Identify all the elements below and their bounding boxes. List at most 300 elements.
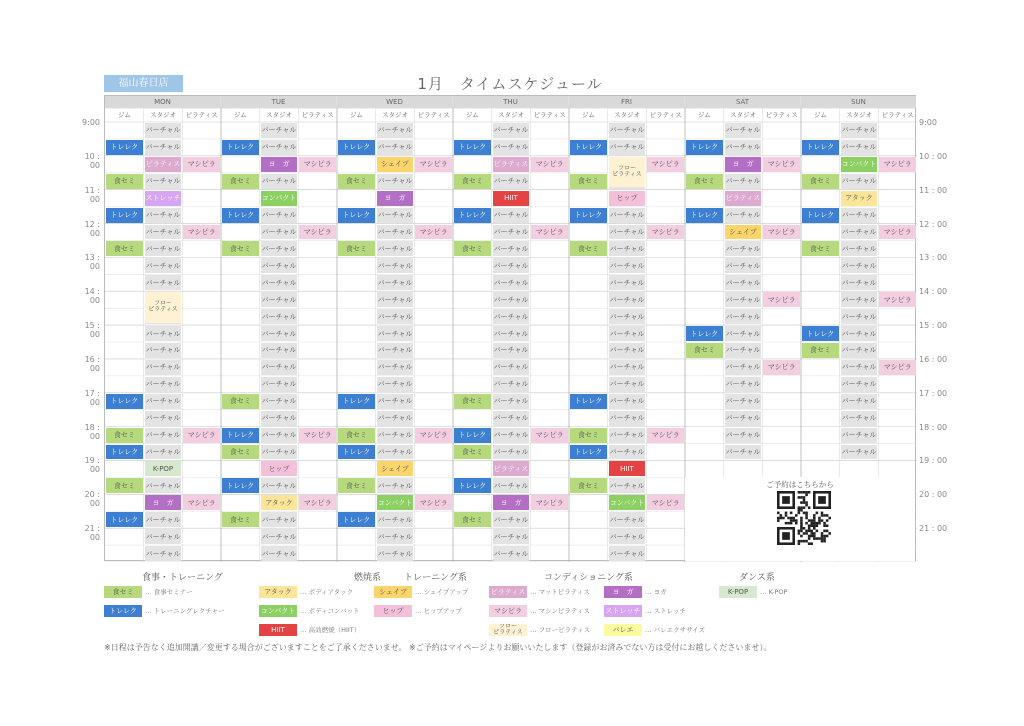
time-label: 19 : 00: [919, 456, 948, 466]
class-meal[interactable]: 食セミ: [686, 174, 723, 189]
class-training[interactable]: トレレク: [802, 326, 839, 341]
class-virtual[interactable]: バーチャル: [841, 326, 878, 341]
class-machine[interactable]: マシピラ: [299, 225, 336, 240]
class-virtual[interactable]: バーチャル: [377, 123, 414, 138]
class-virtual[interactable]: バーチャル: [377, 140, 414, 155]
column-header: スタジオ: [613, 111, 640, 119]
column-header: スタジオ: [265, 111, 292, 119]
class-virtual[interactable]: バーチャル: [493, 360, 530, 375]
class-virtual[interactable]: バーチャル: [261, 225, 298, 240]
class-meal[interactable]: 食セミ: [106, 428, 143, 443]
class-virtual[interactable]: バーチャル: [145, 326, 182, 341]
class-virtual[interactable]: バーチャル: [261, 208, 298, 223]
legend-swatch-attack: アタック: [259, 586, 297, 598]
class-training[interactable]: トレレク: [338, 140, 375, 155]
class-virtual[interactable]: バーチャル: [261, 445, 298, 460]
legend-swatch-shape: シェイプ: [374, 586, 412, 598]
class-training[interactable]: トレレク: [338, 394, 375, 409]
class-virtual[interactable]: バーチャル: [841, 309, 878, 324]
class-machine[interactable]: マシピラ: [879, 292, 916, 307]
class-meal[interactable]: 食セミ: [454, 445, 491, 460]
class-virtual[interactable]: バーチャル: [493, 377, 530, 392]
class-machine[interactable]: マシピラ: [531, 495, 568, 510]
time-label: 14 : 00: [919, 287, 948, 297]
legend-swatch-training: トレレク: [104, 605, 142, 617]
class-virtual[interactable]: バーチャル: [261, 258, 298, 273]
class-virtual[interactable]: バーチャル: [145, 225, 182, 240]
class-training[interactable]: トレレク: [570, 394, 607, 409]
class-virtual[interactable]: バーチャル: [725, 123, 762, 138]
class-virtual[interactable]: バーチャル: [609, 377, 646, 392]
class-meal[interactable]: 食セミ: [222, 394, 259, 409]
class-virtual[interactable]: バーチャル: [377, 512, 414, 527]
class-training[interactable]: トレレク: [338, 512, 375, 527]
class-virtual[interactable]: バーチャル: [145, 360, 182, 375]
class-virtual[interactable]: バーチャル: [841, 360, 878, 375]
class-training[interactable]: トレレク: [454, 140, 491, 155]
class-virtual[interactable]: バーチャル: [609, 140, 646, 155]
time-label: 21 : 00: [919, 524, 948, 534]
class-shape[interactable]: シェイプ: [377, 157, 414, 172]
legend-description: … 食事セミナー: [145, 588, 193, 596]
class-virtual[interactable]: バーチャル: [145, 428, 182, 443]
class-virtual[interactable]: バーチャル: [145, 478, 182, 493]
class-virtual[interactable]: バーチャル: [493, 275, 530, 290]
legend-description: … ストレッチ: [645, 607, 687, 615]
class-virtual[interactable]: バーチャル: [841, 377, 878, 392]
class-virtual[interactable]: バーチャル: [377, 225, 414, 240]
column-header: ジム: [813, 111, 827, 119]
class-virtual[interactable]: バーチャル: [609, 292, 646, 307]
class-virtual[interactable]: バーチャル: [493, 225, 530, 240]
class-hiit[interactable]: HIIT: [609, 461, 646, 476]
class-machine[interactable]: マシピラ: [879, 157, 916, 172]
class-training[interactable]: トレレク: [570, 140, 607, 155]
class-virtual[interactable]: バーチャル: [145, 174, 182, 189]
class-machine[interactable]: マシピラ: [299, 495, 336, 510]
class-shape[interactable]: シェイプ: [377, 461, 414, 476]
class-virtual[interactable]: バーチャル: [841, 225, 878, 240]
class-training[interactable]: トレレク: [570, 208, 607, 223]
class-virtual[interactable]: バーチャル: [493, 546, 530, 561]
class-virtual[interactable]: バーチャル: [261, 411, 298, 426]
legend-description: … シェイプアップ: [415, 588, 469, 596]
class-virtual[interactable]: バーチャル: [145, 258, 182, 273]
class-virtual[interactable]: バーチャル: [609, 275, 646, 290]
class-training[interactable]: トレレク: [686, 326, 723, 341]
class-virtual[interactable]: バーチャル: [609, 411, 646, 426]
time-label: 18 : 00: [919, 422, 948, 432]
class-meal[interactable]: 食セミ: [338, 478, 375, 493]
class-virtual[interactable]: バーチャル: [377, 292, 414, 307]
time-label: 16 : 00: [919, 354, 948, 364]
class-label-line2: ピラティス: [148, 306, 178, 314]
class-hip[interactable]: ヒップ: [609, 191, 646, 206]
class-virtual[interactable]: バーチャル: [377, 428, 414, 443]
class-virtual[interactable]: バーチャル: [377, 258, 414, 273]
class-hip[interactable]: ヒップ: [261, 461, 298, 476]
class-virtual[interactable]: バーチャル: [609, 343, 646, 358]
class-virtual[interactable]: バーチャル: [493, 326, 530, 341]
time-label: 13 : 00: [84, 253, 100, 272]
class-virtual[interactable]: バーチャル: [145, 275, 182, 290]
column-header: スタジオ: [729, 111, 756, 119]
class-virtual[interactable]: バーチャル: [493, 140, 530, 155]
class-virtual[interactable]: バーチャル: [493, 512, 530, 527]
class-meal[interactable]: 食セミ: [222, 241, 259, 256]
class-machine[interactable]: マシピラ: [299, 157, 336, 172]
class-machine[interactable]: マシピラ: [879, 225, 916, 240]
class-training[interactable]: トレレク: [106, 394, 143, 409]
class-virtual[interactable]: バーチャル: [377, 529, 414, 544]
class-virtual[interactable]: バーチャル: [261, 478, 298, 493]
class-training[interactable]: トレレク: [106, 445, 143, 460]
class-virtual[interactable]: バーチャル: [377, 275, 414, 290]
class-yoga[interactable]: ヨ ガ: [725, 157, 762, 172]
class-hiit[interactable]: HIIT: [493, 191, 530, 206]
class-virtual[interactable]: バーチャル: [377, 394, 414, 409]
class-training[interactable]: トレレク: [106, 140, 143, 155]
class-yoga[interactable]: ヨ ガ: [145, 495, 182, 510]
class-virtual[interactable]: バーチャル: [145, 512, 182, 527]
class-virtual[interactable]: バーチャル: [841, 208, 878, 223]
class-attack[interactable]: アタック: [261, 495, 298, 510]
class-virtual[interactable]: バーチャル: [609, 529, 646, 544]
class-meal[interactable]: 食セミ: [222, 174, 259, 189]
class-virtual[interactable]: バーチャル: [261, 241, 298, 256]
class-meal[interactable]: 食セミ: [338, 428, 375, 443]
class-training[interactable]: トレレク: [454, 428, 491, 443]
class-virtual[interactable]: バーチャル: [841, 123, 878, 138]
legend-description: … フローピラティス: [530, 626, 591, 634]
legend-swatch-pilates: ピラティス: [490, 588, 526, 596]
class-flow[interactable]: [609, 157, 646, 187]
class-machine[interactable]: マシピラ: [183, 157, 220, 172]
class-compact[interactable]: コンパクト: [841, 157, 878, 172]
class-virtual[interactable]: バーチャル: [377, 360, 414, 375]
class-virtual[interactable]: バーチャル: [145, 529, 182, 544]
class-virtual[interactable]: バーチャル: [493, 174, 530, 189]
class-training[interactable]: トレレク: [686, 140, 723, 155]
class-virtual[interactable]: バーチャル: [493, 411, 530, 426]
class-compact[interactable]: コンパクト: [609, 495, 646, 510]
class-meal[interactable]: 食セミ: [802, 343, 839, 358]
class-virtual[interactable]: バーチャル: [841, 292, 878, 307]
class-machine[interactable]: マシピラ: [183, 495, 220, 510]
class-virtual[interactable]: バーチャル: [725, 377, 762, 392]
class-virtual[interactable]: バーチャル: [725, 140, 762, 155]
class-virtual[interactable]: バーチャル: [377, 546, 414, 561]
class-virtual[interactable]: バーチャル: [609, 225, 646, 240]
class-virtual[interactable]: バーチャル: [841, 241, 878, 256]
class-virtual[interactable]: バーチャル: [377, 478, 414, 493]
class-machine[interactable]: マシピラ: [415, 157, 452, 172]
class-training[interactable]: トレレク: [454, 478, 491, 493]
class-meal[interactable]: 食セミ: [570, 428, 607, 443]
column-header: ピラティス: [301, 111, 334, 119]
class-machine[interactable]: マシピラ: [879, 360, 916, 375]
class-virtual[interactable]: バーチャル: [261, 512, 298, 527]
class-training[interactable]: トレレク: [222, 428, 259, 443]
footnote: ※日程は予告なく追加開講／変更する場合がございますことをご了承くださいませ。 ※ご予約はマイページよりお願いいたします（登録がお済みでない方は受付にお越しくださいませ）。: [104, 643, 772, 652]
class-machine[interactable]: マシピラ: [647, 495, 684, 510]
class-virtual[interactable]: バーチャル: [261, 529, 298, 544]
class-meal[interactable]: 食セミ: [454, 174, 491, 189]
class-meal[interactable]: 食セミ: [454, 512, 491, 527]
class-virtual[interactable]: バーチャル: [725, 309, 762, 324]
class-virtual[interactable]: バーチャル: [261, 428, 298, 443]
legend-description: … ヨガ: [645, 588, 667, 596]
day-header-wed: WED: [337, 96, 452, 108]
class-meal[interactable]: 食セミ: [106, 241, 143, 256]
class-kpop[interactable]: K-POP: [145, 461, 182, 476]
time-label: 17 : 00: [84, 388, 100, 407]
class-pilates[interactable]: ピラティス: [725, 191, 762, 206]
class-label: フロー: [153, 299, 172, 307]
class-training[interactable]: トレレク: [106, 512, 143, 527]
class-virtual[interactable]: バーチャル: [261, 546, 298, 561]
class-training[interactable]: トレレク: [686, 208, 723, 223]
class-virtual[interactable]: バーチャル: [377, 241, 414, 256]
legend-description: … マットピラティス: [530, 588, 590, 596]
class-machine[interactable]: マシピラ: [183, 428, 220, 443]
class-virtual[interactable]: バーチャル: [725, 326, 762, 341]
legend-swatch-yoga: ヨ ガ: [604, 586, 642, 598]
class-pilates[interactable]: ピラティス: [493, 461, 530, 476]
class-virtual[interactable]: バーチャル: [261, 123, 298, 138]
class-meal[interactable]: 食セミ: [570, 241, 607, 256]
class-virtual[interactable]: バーチャル: [725, 428, 762, 443]
class-virtual[interactable]: バーチャル: [145, 411, 182, 426]
column-header: ジム: [697, 111, 711, 119]
class-virtual[interactable]: バーチャル: [261, 343, 298, 358]
class-virtual[interactable]: バーチャル: [261, 140, 298, 155]
time-label: 21 : 00: [84, 524, 100, 543]
class-virtual[interactable]: バーチャル: [609, 428, 646, 443]
class-virtual[interactable]: バーチャル: [377, 309, 414, 324]
class-machine[interactable]: マシピラ: [531, 225, 568, 240]
class-virtual[interactable]: バーチャル: [261, 275, 298, 290]
class-pilates[interactable]: ピラティス: [493, 157, 530, 172]
legend-swatch-machine: マシピラ: [489, 605, 527, 617]
class-virtual[interactable]: バーチャル: [493, 529, 530, 544]
class-virtual[interactable]: バーチャル: [261, 360, 298, 375]
class-virtual[interactable]: バーチャル: [493, 258, 530, 273]
class-virtual[interactable]: バーチャル: [493, 445, 530, 460]
class-virtual[interactable]: バーチャル: [377, 208, 414, 223]
legend-description: … トレーニングレクチャー: [145, 607, 225, 615]
class-virtual[interactable]: バーチャル: [609, 394, 646, 409]
class-machine[interactable]: マシピラ: [183, 225, 220, 240]
time-label: 15 : 00: [84, 321, 100, 340]
class-virtual[interactable]: バーチャル: [609, 123, 646, 138]
legend-category: トレーニング系: [404, 573, 467, 583]
class-machine[interactable]: マシピラ: [531, 157, 568, 172]
class-meal[interactable]: 食セミ: [338, 241, 375, 256]
class-virtual[interactable]: バーチャル: [493, 309, 530, 324]
class-virtual[interactable]: バーチャル: [377, 174, 414, 189]
class-training[interactable]: トレレク: [222, 208, 259, 223]
class-virtual[interactable]: バーチャル: [725, 360, 762, 375]
class-virtual[interactable]: バーチャル: [145, 377, 182, 392]
class-virtual[interactable]: バーチャル: [841, 411, 878, 426]
class-virtual[interactable]: バーチャル: [841, 445, 878, 460]
class-virtual[interactable]: バーチャル: [377, 377, 414, 392]
day-header-tue: TUE: [221, 96, 336, 108]
class-meal[interactable]: 食セミ: [570, 174, 607, 189]
class-virtual[interactable]: バーチャル: [725, 258, 762, 273]
qr-code-icon[interactable]: [777, 491, 831, 545]
class-virtual[interactable]: バーチャル: [493, 343, 530, 358]
class-virtual[interactable]: バーチャル: [725, 394, 762, 409]
class-virtual[interactable]: バーチャル: [725, 275, 762, 290]
class-machine[interactable]: マシピラ: [415, 428, 452, 443]
class-virtual[interactable]: バーチャル: [725, 445, 762, 460]
class-virtual[interactable]: バーチャル: [609, 445, 646, 460]
class-virtual[interactable]: バーチャル: [725, 208, 762, 223]
class-virtual[interactable]: バーチャル: [841, 275, 878, 290]
class-training[interactable]: トレレク: [222, 478, 259, 493]
class-machine[interactable]: マシピラ: [415, 495, 452, 510]
class-meal[interactable]: 食セミ: [802, 241, 839, 256]
class-virtual[interactable]: バーチャル: [377, 343, 414, 358]
class-meal[interactable]: 食セミ: [106, 174, 143, 189]
class-virtual[interactable]: バーチャル: [609, 546, 646, 561]
class-virtual[interactable]: バーチャル: [261, 309, 298, 324]
class-virtual[interactable]: バーチャル: [609, 208, 646, 223]
store-name-badge: 福山春日店: [104, 75, 183, 92]
class-virtual[interactable]: バーチャル: [261, 377, 298, 392]
class-pilates[interactable]: ピラティス: [145, 157, 182, 172]
qr-caption: ご予約はこちらから: [766, 480, 834, 489]
class-virtual[interactable]: バーチャル: [725, 411, 762, 426]
class-meal[interactable]: 食セミ: [570, 478, 607, 493]
column-header: ピラティス: [185, 111, 218, 119]
class-machine[interactable]: マシピラ: [531, 428, 568, 443]
class-virtual[interactable]: バーチャル: [841, 394, 878, 409]
class-meal[interactable]: 食セミ: [686, 343, 723, 358]
class-machine[interactable]: マシピラ: [763, 225, 800, 240]
class-shape[interactable]: シェイプ: [725, 225, 762, 240]
time-label: 18 : 00: [84, 422, 100, 441]
class-virtual[interactable]: バーチャル: [841, 174, 878, 189]
class-virtual[interactable]: バーチャル: [145, 208, 182, 223]
class-virtual[interactable]: バーチャル: [493, 428, 530, 443]
class-virtual[interactable]: バーチャル: [145, 445, 182, 460]
class-meal[interactable]: 食セミ: [802, 174, 839, 189]
time-label: 11 : 00: [84, 185, 100, 204]
time-label: 19 : 00: [84, 456, 100, 475]
class-virtual[interactable]: バーチャル: [145, 140, 182, 155]
class-machine[interactable]: マシピラ: [647, 225, 684, 240]
column-header: ジム: [233, 111, 247, 119]
class-machine[interactable]: マシピラ: [647, 157, 684, 172]
class-machine[interactable]: マシピラ: [763, 157, 800, 172]
class-training[interactable]: トレレク: [802, 208, 839, 223]
class-virtual[interactable]: バーチャル: [493, 241, 530, 256]
class-virtual[interactable]: バーチャル: [145, 241, 182, 256]
class-compact[interactable]: コンパクト: [261, 191, 298, 206]
class-virtual[interactable]: バーチャル: [725, 292, 762, 307]
class-virtual[interactable]: バーチャル: [145, 123, 182, 138]
class-virtual[interactable]: バーチャル: [145, 546, 182, 561]
class-virtual[interactable]: バーチャル: [609, 309, 646, 324]
class-flow[interactable]: [145, 292, 182, 322]
class-virtual[interactable]: バーチャル: [261, 394, 298, 409]
class-attack[interactable]: アタック: [841, 191, 878, 206]
class-virtual[interactable]: バーチャル: [841, 140, 878, 155]
class-training[interactable]: トレレク: [338, 208, 375, 223]
day-header-sat: SAT: [685, 96, 800, 108]
class-virtual[interactable]: バーチャル: [609, 360, 646, 375]
legend-description: … 高効燃焼（HIIT）: [300, 626, 361, 634]
class-meal[interactable]: 食セミ: [454, 241, 491, 256]
class-virtual[interactable]: バーチャル: [609, 241, 646, 256]
class-virtual[interactable]: バーチャル: [725, 343, 762, 358]
legend-swatch-kpop: K-POP: [719, 586, 757, 598]
class-yoga[interactable]: ヨ ガ: [493, 495, 530, 510]
class-virtual[interactable]: バーチャル: [725, 241, 762, 256]
class-training[interactable]: トレレク: [802, 140, 839, 155]
class-meal[interactable]: 食セミ: [454, 394, 491, 409]
class-virtual[interactable]: バーチャル: [609, 478, 646, 493]
class-virtual[interactable]: バーチャル: [493, 292, 530, 307]
class-machine[interactable]: マシピラ: [763, 360, 800, 375]
class-virtual[interactable]: バーチャル: [493, 208, 530, 223]
class-virtual[interactable]: バーチャル: [261, 326, 298, 341]
class-virtual[interactable]: バーチャル: [493, 478, 530, 493]
class-virtual[interactable]: バーチャル: [377, 445, 414, 460]
class-meal[interactable]: 食セミ: [338, 174, 375, 189]
class-virtual[interactable]: バーチャル: [493, 394, 530, 409]
class-meal[interactable]: 食セミ: [106, 478, 143, 493]
class-virtual[interactable]: バーチャル: [145, 394, 182, 409]
class-virtual[interactable]: バーチャル: [841, 428, 878, 443]
class-virtual[interactable]: バーチャル: [493, 123, 530, 138]
class-virtual[interactable]: バーチャル: [261, 292, 298, 307]
class-virtual[interactable]: バーチャル: [377, 411, 414, 426]
class-training[interactable]: トレレク: [222, 140, 259, 155]
legend-swatch-label-line2: ピラティス: [493, 629, 523, 636]
class-virtual[interactable]: バーチャル: [261, 174, 298, 189]
legend-description: … K-POP: [760, 588, 788, 596]
class-virtual[interactable]: バーチャル: [609, 512, 646, 527]
class-machine[interactable]: マシピラ: [647, 428, 684, 443]
class-training[interactable]: トレレク: [106, 208, 143, 223]
class-training[interactable]: トレレク: [454, 208, 491, 223]
day-header-fri: FRI: [569, 96, 684, 108]
class-yoga[interactable]: ヨ ガ: [261, 157, 298, 172]
class-virtual[interactable]: バーチャル: [377, 326, 414, 341]
class-training[interactable]: トレレク: [338, 445, 375, 460]
column-header: スタジオ: [149, 111, 176, 119]
class-compact[interactable]: コンパクト: [377, 495, 414, 510]
class-training[interactable]: トレレク: [570, 445, 607, 460]
class-virtual[interactable]: バーチャル: [609, 326, 646, 341]
class-virtual[interactable]: バーチャル: [725, 174, 762, 189]
class-yoga[interactable]: ヨ ガ: [377, 191, 414, 206]
class-machine[interactable]: マシピラ: [415, 225, 452, 240]
class-stretch[interactable]: ストレッチ: [145, 191, 182, 206]
class-virtual[interactable]: バーチャル: [609, 258, 646, 273]
class-virtual[interactable]: バーチャル: [841, 343, 878, 358]
class-virtual[interactable]: バーチャル: [145, 343, 182, 358]
class-virtual[interactable]: バーチャル: [841, 258, 878, 273]
class-meal[interactable]: 食セミ: [222, 445, 259, 460]
class-machine[interactable]: マシピラ: [763, 292, 800, 307]
class-machine[interactable]: マシピラ: [299, 428, 336, 443]
class-meal[interactable]: 食セミ: [222, 512, 259, 527]
